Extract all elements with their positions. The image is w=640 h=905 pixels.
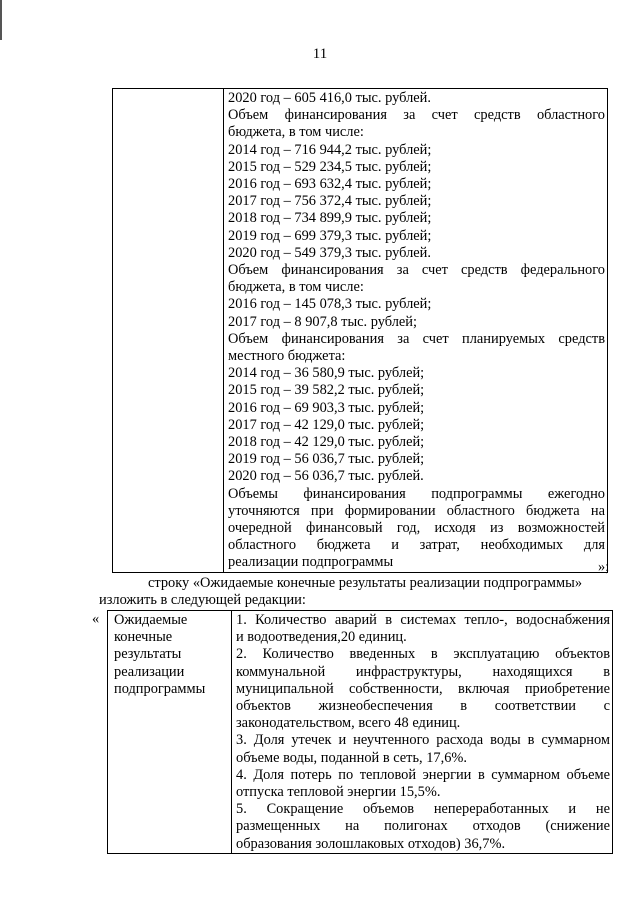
results-table bbox=[107, 610, 613, 854]
text-line: 2018 год – 734 899,9 тыс. рублей; bbox=[228, 210, 432, 227]
text-line: коммунальной инфраструктуры, находящихся в bbox=[236, 663, 610, 680]
text-line: 3. Доля утечек и неучтенного расхода воды в суммарном bbox=[236, 732, 610, 749]
text-line: муниципальной собственности, включая приобретение bbox=[236, 680, 610, 697]
text-line: 2014 год – 716 944,2 тыс. рублей; bbox=[228, 141, 432, 158]
text-line: 1. Количество аварий в системах тепло-, водоснабжения bbox=[236, 612, 610, 628]
label-line: подпрограммы bbox=[114, 680, 206, 697]
text-line: реализации подпрограммы bbox=[228, 554, 394, 571]
instruction-paragraph: строку «Ожидаемые конечные результаты реализации подпрограммы» bbox=[148, 575, 583, 591]
text-line: образования золошлаковых отходов) 36,7%. bbox=[236, 835, 506, 852]
text-line: 2016 год – 693 632,4 тыс. рублей; bbox=[228, 176, 432, 193]
text-line: объектов жизнеобеспечения в соответствии с bbox=[236, 698, 610, 715]
financing-table bbox=[112, 88, 608, 573]
text-line: 2020 год – 549 379,3 тыс. рублей. bbox=[228, 244, 431, 261]
text-line: 2. Количество введенных в эксплуатацию объектов bbox=[236, 646, 610, 663]
results-table-label-cell bbox=[108, 611, 232, 854]
label-line: реализации bbox=[114, 663, 185, 680]
text-line: бюджета, в том числе: bbox=[228, 124, 364, 141]
text-line: и водоотведения,20 единиц. bbox=[236, 629, 407, 646]
closing-quote-mark: »; bbox=[598, 559, 610, 575]
text-line: 2016 год – 69 903,3 тыс. рублей; bbox=[228, 399, 425, 416]
text-line: Объем финансирования за счет средств федерального bbox=[228, 262, 605, 279]
text-line: 2019 год – 56 036,7 тыс. рублей; bbox=[228, 451, 425, 468]
label-line: Ожидаемые bbox=[114, 612, 188, 628]
text-line: 2019 год – 699 379,3 тыс. рублей; bbox=[228, 227, 432, 244]
text-line: очередной финансовый год, исходя из возможностей bbox=[228, 520, 605, 537]
text-line: законодательством, всего 48 единиц. bbox=[236, 715, 461, 732]
label-line: конечные bbox=[114, 629, 173, 646]
text-line: 4. Доля потерь по тепловой энергии в суммарном объеме bbox=[236, 766, 610, 783]
text-line: областного бюджета и затрат, необходимых для bbox=[228, 537, 605, 554]
text-line: Объем финансирования за счет средств областного bbox=[228, 107, 605, 124]
text-line: бюджета, в том числе: bbox=[228, 279, 364, 296]
label-line: результаты bbox=[114, 646, 182, 663]
text-line: 2020 год – 605 416,0 тыс. рублей. bbox=[228, 90, 431, 106]
instruction-paragraph-continuation: изложить в следующей редакции: bbox=[99, 592, 306, 608]
text-line: 2017 год – 42 129,0 тыс. рублей; bbox=[228, 416, 425, 433]
margin-line bbox=[0, 0, 2, 40]
text-line: размещенных на полигонах отходов (снижение bbox=[236, 818, 610, 835]
text-line: 2014 год – 36 580,9 тыс. рублей; bbox=[228, 365, 425, 382]
text-line: 2015 год – 39 582,2 тыс. рублей; bbox=[228, 382, 425, 399]
financing-table-label-cell bbox=[113, 89, 224, 573]
text-line: 2017 год – 756 372,4 тыс. рублей; bbox=[228, 193, 432, 210]
text-line: Объемы финансирования подпрограммы ежегодно bbox=[228, 485, 605, 502]
financing-table-value-cell bbox=[224, 89, 608, 573]
text-line: 2017 год – 8 907,8 тыс. рублей; bbox=[228, 313, 417, 330]
text-line: Объем финансирования за счет планируемых средств bbox=[228, 330, 605, 347]
text-line: объеме воды, поданной в сеть, 17,6%. bbox=[236, 749, 467, 766]
text-line: местного бюджета: bbox=[228, 348, 346, 365]
text-line: 2016 год – 145 078,3 тыс. рублей; bbox=[228, 296, 432, 313]
page-number: 11 bbox=[312, 46, 328, 62]
text-line: 5. Сокращение объемов непереработанных и не bbox=[236, 801, 610, 818]
text-line: 2020 год – 56 036,7 тыс. рублей. bbox=[228, 468, 424, 485]
text-line: уточняются при формировании областного бюджета на bbox=[228, 502, 605, 519]
opening-quote-mark: « bbox=[92, 611, 100, 627]
text-line: отпуска тепловой энергии 15,5%. bbox=[236, 784, 441, 801]
results-table-value-cell bbox=[232, 611, 613, 854]
text-line: 2018 год – 42 129,0 тыс. рублей; bbox=[228, 434, 425, 451]
text-line: 2015 год – 529 234,5 тыс. рублей; bbox=[228, 158, 432, 175]
